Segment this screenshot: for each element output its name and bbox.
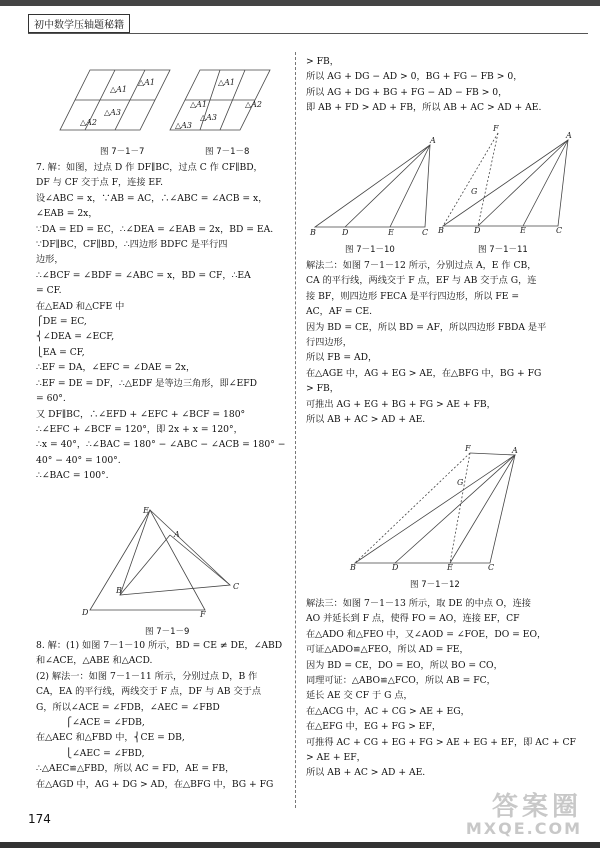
label: △A3 [104,108,122,117]
text-line: ∵DA = ED = EC，∴∠DEA = ∠EAB = 2x，BD = EA. [36,223,274,235]
label: F [493,124,499,133]
label: △A1 [190,100,208,109]
watermark-en: MXQE.COM [465,819,582,838]
text-line: 即 AB + FD > AD + FB，所以 AB + AC > AD + AE. [306,102,542,114]
text-line: ⎨∠DEA = ∠ECF, [36,331,115,343]
text-line: 所以 AG + DG − AD > 0，BG + FG − FB > 0， [306,71,523,83]
caption-7-1-11: 图 7－1－11 [478,245,528,255]
text-line: 又 DF∥BC，∴∠EFD + ∠EFC + ∠BCF = 180° [36,408,246,420]
solution-7 [36,160,288,484]
text-line: 解法二：如图 7－1－12 所示，分别过点 A，E 作 CB， [306,260,537,271]
text-line: G，所以∠ACE = ∠FDB，∠AEC = ∠FBD [36,701,220,713]
text-line: 在△AGD 中，AG + DG > AD，在△BFG 中，BG + FG [36,778,274,790]
text-line: > FB， [306,383,339,395]
text-line: ∴EF = DA，∠EFC = ∠DAE = 2x， [36,362,196,374]
text-line: 边形， [36,254,64,266]
header-rule [28,33,588,34]
label: B [350,563,356,572]
label: △A2 [245,100,263,109]
label: C [556,226,563,235]
figure-7-1-9 [80,505,250,619]
text-line: ⎩EA = CF, [36,346,85,358]
text-line: = CF. [36,285,62,297]
running-header: 初中数学压轴题秘籍 [28,14,130,33]
label: D [342,228,349,237]
label: C [488,563,495,572]
caption-7-1-8: 图 7－1－8 [205,147,250,157]
text-line: ∵DF∥BC，CF∥BD，∴四边形 BDFC 是平行四 [36,239,228,251]
text-line: 因为 BD = CE，DO = EO，所以 BO = CO， [306,659,503,671]
text-line: 7. 解：如图，过点 D 作 DF∥BC，过点 C 作 CF∥BD， [36,162,263,173]
text-line: = 60°. [36,393,66,405]
label: D [82,608,89,617]
label: △A3 [175,121,193,130]
text-line: 同理可证：△ABO≌△FCO，所以 AB = FC， [306,675,496,687]
watermark-cn: 答案圈 [491,792,582,822]
text-line: 在△EFG 中，EG + FG > EF， [306,721,442,733]
text-line: 在△EAD 和△CFE 中 [36,300,125,312]
text-line: 因为 BD = CE，所以 BD = AF，所以四边形 FBDA 是平 [306,321,547,333]
text-line: > FB， [306,56,339,67]
caption-7-1-10: 图 7－1－10 [345,245,395,255]
text-line: ∴∠EFC + ∠BCF = 120°，即 2x + x = 120°， [36,423,243,435]
text-line: 在△ADO 和△FEO 中，又∠AOD = ∠FOE，DO = EO， [306,628,547,640]
text-line: CA 的平行线，两线交于 F 点，EF 与 AB 交于点 G，连 [306,275,537,287]
caption-7-1-9: 图 7－1－9 [145,627,190,637]
text-line: (2) 解法一：如图 7－1－11 所示，分别过点 D，B 作 [36,670,258,682]
label: B [116,586,122,595]
figure-7-1-12 [350,445,530,570]
text-line: AC，AF = CE. [306,306,373,318]
text-line: > AE + EF， [306,752,366,764]
text-line: 解法三：如图 7－1－13 所示，取 DE 的中点 O，连接 [306,598,531,609]
text-line: ∴∠BAC = 100°. [36,470,109,482]
figure-7-1-8 [160,60,280,140]
text-line: ∠EAB = 2x， [36,208,98,220]
text-line: 所以 AG + DG + BG + FG − AD − FB > 0， [306,86,508,98]
text-line: 所以 FB = AD， [306,352,378,364]
label: C [233,582,240,591]
label: A [512,446,518,455]
caption-7-1-12: 图 7－1－12 [410,580,460,590]
text-line: 在△ACG 中，AC + CG > AE + EG， [306,705,470,717]
label: E [447,563,453,572]
label: △A2 [80,118,98,127]
label: F [200,610,206,619]
label: E [143,506,149,515]
label: B [310,228,316,237]
label: △A3 [200,113,218,122]
text-line: 可推得 AC + CG + EG + FG > AE + EG + EF，即 AC + CF [306,736,576,748]
solution-8 [36,638,288,792]
label: F [465,444,471,453]
figure-7-1-11 [438,124,578,235]
text-line: 可推出 AG + EG + BG + FG > AE + FB， [306,398,496,410]
text-line: ⎧∠ACE = ∠FDB, [36,717,145,729]
label: E [388,228,394,237]
label: △A1 [218,78,236,87]
text-line: AO 并延长到 F 点，使得 FO = AO，连接 EF，CF [306,613,520,625]
top-bar [0,0,600,6]
column-divider [295,52,296,808]
label: A [566,131,572,140]
text-line: 设∠ABC = x，∵AB = AC，∴∠ABC = ∠ACB = x， [36,192,268,204]
text-line: 所以 AB + AC > AD + AE. [306,767,426,779]
label: B [438,226,444,235]
text-line: ∴x = 40°，∴∠BAC = 180° − ∠ABC − ∠ACB = 180° − [36,439,286,451]
text-line: ∴∠BCF = ∠BDF = ∠ABC = x，BD = CF，∴EA [36,269,251,281]
label: D [392,563,399,572]
text-line: CA，EA 的平行线，两线交于 F 点，DF 与 AB 交于点 [36,686,262,698]
text-line: 在△AGE 中，AG + EG > AE，在△BFG 中，BG + FG [306,367,542,379]
text-line: ⎧DE = EC, [36,316,87,328]
text-line: 40° − 40° = 100°. [36,454,121,466]
label: E [520,226,526,235]
text-line: 在△AEC 和△FBD 中，⎨CE = DB, [36,732,185,744]
solution-8-method-2 [306,258,576,427]
label: D [474,226,481,235]
label: G [471,187,478,196]
text-line: 可证△ADO≌△FEO，所以 AD = FE， [306,644,469,656]
solution-8-cont [306,54,576,116]
label: A [430,136,436,145]
figure-7-1-10 [310,135,440,235]
text-line: 延长 AE 交 CF 于 G 点， [306,690,413,702]
text-line: DF 与 CF 交于点 F，连接 EF. [36,177,164,189]
text-line: ⎩∠AEC = ∠FBD, [36,747,145,759]
label: G [457,478,464,487]
text-line: 接 BF，则四边形 FECA 是平行四边形，所以 FE = [306,290,520,302]
text-line: 8. 解：(1) 如图 7－1－10 所示，BD = CE ≠ DE，∠ABD [36,640,283,651]
caption-7-1-7: 图 7－1－7 [100,147,145,157]
solution-8-method-3 [306,596,576,781]
label: A [174,530,180,539]
page-number: 174 [28,812,51,826]
bottom-bar [0,842,600,848]
watermark [466,786,582,838]
label: △A1 [138,78,156,87]
label: C [422,228,429,237]
text-line: 行四边形， [306,337,352,349]
text-line: 所以 AB + AC > AD + AE. [306,414,426,426]
label: △A1 [110,85,128,94]
text-line: ∴EF = DE = DF，∴△EDF 是等边三角形，即∠EFD [36,377,257,389]
text-line: 和∠ACE，△ABE 和△ACD. [36,655,153,667]
text-line: ∴△AEC≌△FBD，所以 AC = FD，AE = FB， [36,763,235,775]
